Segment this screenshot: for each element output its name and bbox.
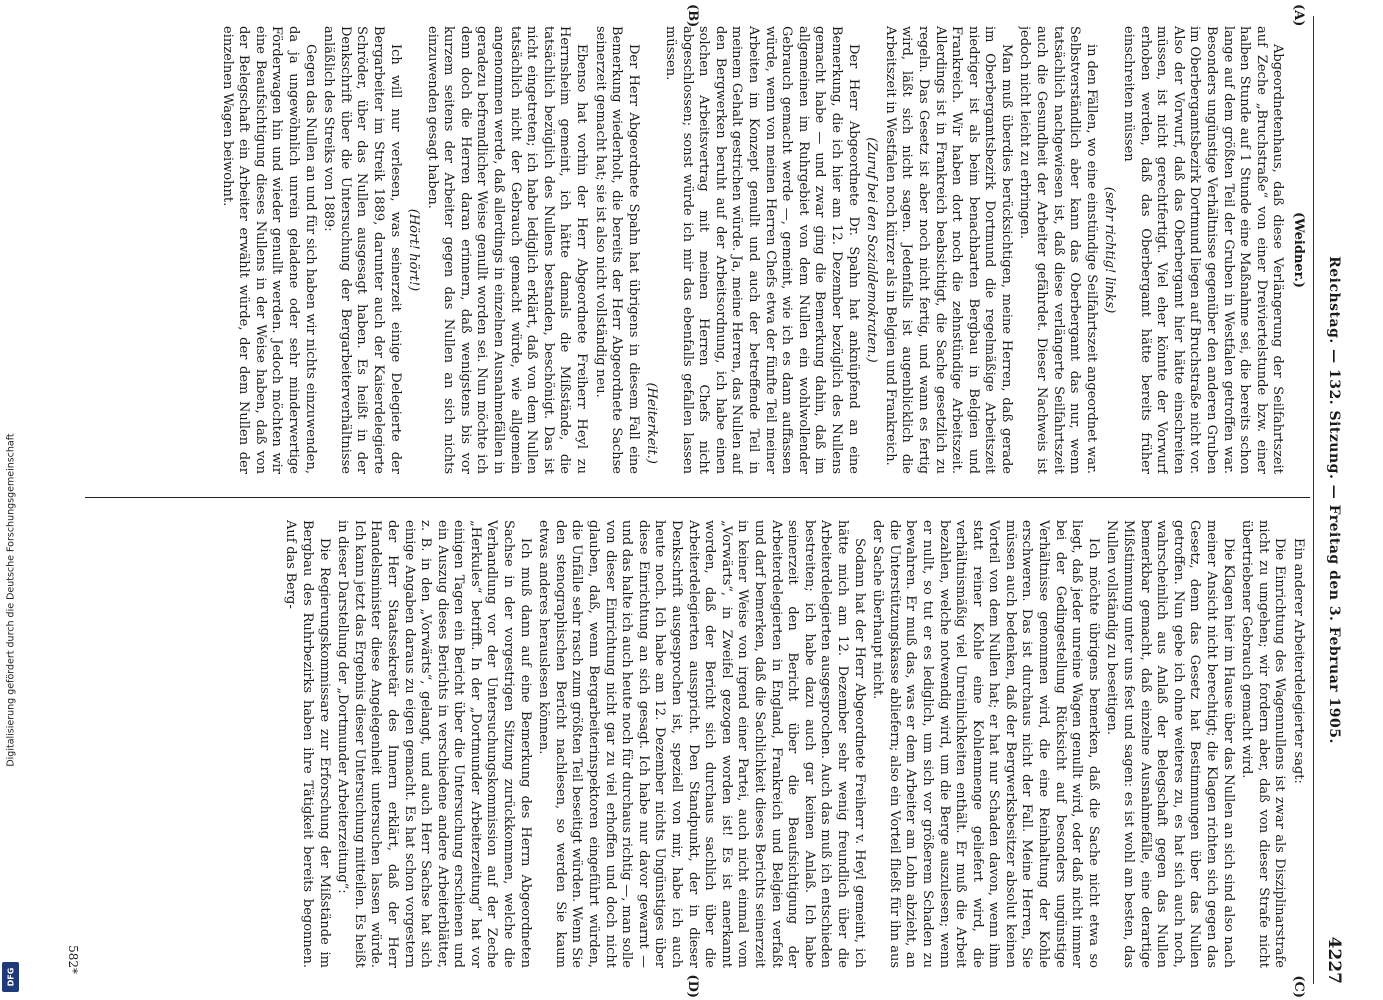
interjection: (Zuruf bei den Sozialdemokraten.) [864,137,880,363]
page-header [1316,16,1344,984]
paragraph: Die Klagen hier im Hause über das Nullen an sich sind also nach meiner Ansicht nicht berechtigt; die Klagen richten sich gegen das Gesetz, denn das Gesetz hat Bestimmungen über das Nullen getroffen. Nun gebe ich ohne weiteres zu, es hat sich auch noch, wahrscheinlich aus Anlaß der Belegschaft gegen das Nullen bemerkbar gemacht, daß einzelne Ausnahmefälle, eine derartige Mißstimmung unter uns fest und sagen: es ist wohl am besten, das Nullen vollständig zu beseitigen. [1104,520,1236,968]
paragraph: Der Herr Abgeordnete Dr. Spahn hat anknüpfend an eine Bemerkung, die ich hier am 12. Dezember bezüglich des Nullens gemacht habe — und zwar ging die Bemerkung dahin, daß im allgemeinen im Ruhrgebiet von dem Nullen ein wohlwollender Gebrauch gemacht werde —, gemeint, wie ich es dann auffassen würde, wenn von meinen Herren Chefs etwa der fünfte Teil meiner Arbeiten im Konzept genullt und auch der betreffende Teil in meinem Gehalt gestrichen würde. Ja, meine Herren, das Nullen auf den Bergwerken beruht auf der Arbeitsordnung, ich habe einen solchen Arbeitsvertrag mit meinen Herren Chefs nicht abgeschlossen; sonst würde ich mir das ebenfalls gefallen lassen müssen. [663,26,861,474]
page-number: 4227 [1324,936,1344,984]
paragraph: Man muß überdies berücksichtigen, meine Herren, daß gerade im Oberbergamtsbezirk Dortmund die regelmäßige Arbeitszeit niedriger ist als beim benachbarten Bergbau in Belgien und Frankreich. Wir haben dort noch die zehnstündige Arbeitszeit. Allerdings ist in Frankreich beabsichtigt, die Sache gesetzlich zu regeln. Das Gesetz ist aber noch nicht fertig, und wann es fertig wird, läßt sich nicht sagen. Jedenfalls ist augenblicklich die Arbeitszeit in Westfalen noch kürzer als in Belgien und Frankreich. [882,26,1014,474]
paragraph: Der Herr Abgeordnete Spahn hat übrigens in diesem Fall eine Bemerkung wiederholt, die bereits der Herr Abgeordnete Sachse seinerzeit gemacht hat; sie ist also nicht vollständig neu. [592,26,641,474]
right-column [96,520,1306,968]
running-head: Reichstag. — 132. Sitzung. — Freitag den 3. Februar 1905. [1326,256,1342,744]
paragraph: Abgeordnetenhaus, daß diese Verlängerung der Seilfahrtszeit auf Zeche „Bruchstraße“ von einer Dreiviertelstunde bzw. einer halben Stunde auf 1 Stunde eine Maßnahme sei, die bereits schon lange auf dem größten Teil der Gruben in Westfalen getroffen war. Besonders ungünstige Verhältnisse gegenüber den anderen Gruben im Oberbergamtsbezirk Dortmund liegen auf Bruchstraße nicht vor. Also der Vorwurf, daß das Oberbergamt hier hätte einschreiten müssen, ist nicht gerechtfertigt. Viel eher könnte der Vorwurf erhoben werden, daß das Oberbergamt hätte bereits früher einschreiten müssen [1121,26,1286,474]
paragraph: Sodann hat der Herr Abgeordnete Freiherr v. Heyl gemeint, ich hätte mich am 12. Dezember sehr wenig freundlich über die Arbeiterdelegierten ausgesprochen. Auch das muß ich entschieden bestreiten; ich habe dazu auch gar keinen Anlaß. Ich habe seinerzeit den Bericht über die Beaufsichtigung der Arbeiterdelegierten in England, Frankreich und Belgien verfaßt und darf bemerken, daß die Sachlichkeit dieses Berichts seinerzeit in keiner Weise von irgend einer Partei, auch nicht einmal vom „Vorwärts“, in Zweifel gezogen worden ist! Es ist anerkannt worden, daß der Bericht sich durchaus sachlich über die Arbeiterdelegierten ausspricht. Den Standpunkt, der in dieser Denkschrift ausgesprochen ist, speziell von mir, habe ich auch heute noch. Ich habe am 12. Dezember nichts Ungünstiges über diese Einrichtung an sich gesagt. Ich habe nur davor gewarnt — und das halte ich auch heute noch für durchaus richtig —, man solle von dieser Einrichtung nicht gar zu viel erhoffen und doch nicht glauben, daß, wenn Bergarbeiterinspektoren eingeführt würden, die Unfälle sehr rasch zum größten Teil beseitigt würden. Wenn Sie den stenographischen Bericht nachlesen, so werden Sie kaum etwas anderes herauslesen können. [536,520,867,968]
margin-letter-d: (D) [685,974,700,998]
quotation: Gegen das Nullen an und für sich haben wir nichts einzuwenden, da ja ungewöhnlich unrein geladene oder sehr minderwertige Förderwagen hin und wieder genullt werden. Jedoch möchten wir eine Beaufsichtigung dieses Nullens in der Weise haben, daß von der Belegschaft ein Arbeiter erwählt würde, der dem Nullen der einzelnen Wagen beiwohnt. [219,26,318,474]
paragraph: Ebenso hat vorhin der Herr Abgeordnete Freiherr Heyl zu Herrnsheim gemeint, ich hätte damals die Mißstände, die tatsächlich bezüglich des Nullens bestanden, beschönigt. Das ist nicht eingetreten; ich habe lediglich erklärt, daß von dem Nullen tatsächlich nicht der Gebrauch gemacht würde, wie allgemein angenommen werde, daß allerdings in einzelnen Ausnahmefällen in geradezu befremdlicher Weise genullt worden sei. Nun möchte ich denn doch die Herren daran erinnern, daß wenigstens bis vor kurzem seitens der Arbeiter gegen das Nullen an sich nichts einzuwenden gesagt haben. [424,26,590,474]
footer-strip [0,0,22,1000]
sheet-signature: 582* [66,945,80,974]
paragraph: Ich muß dann auf eine Bemerkung des Herrn Abgeordneten Sachse in der vorgestrigen Sitzung zurückkommen, welche die Verhandlung vor der Untersuchungskommission auf der Zeche „Herkules“ betrifft. In der „Dortmunder Arbeiterzeitung“ hat vor einigen Tagen ein Bericht über die Untersuchung erschienen und ein Auszug dieses Berichts in verschiedene andere Arbeiterblätter, z. B. in den „Vorwärts“, gelangt, und auch Herr Sachse hat sich einige Angaben daraus zu eigen gemacht. Es hat schon vorgestern der Herr Staatssekretär des Innern erklärt, daß der Herr Handelsminister diese Angelegenheit untersuchen lassen würde. Ich kann jetzt das Ergebnis dieser Untersuchung mitteilen. Es heißt in dieser Darstellung der „Dortmunder Arbeiterzeitung“: [335,520,533,968]
interjection: (Heiterkeit.) [644,382,660,464]
margin-letter-a: (A) [1291,4,1306,27]
document-page [60,0,1350,1000]
speaker-name: (Weidner.) [1291,211,1306,289]
paragraph: Ich will nur verlesen, was seinerzeit einige Delegierte der Bergarbeiter im Streik 1889, darunter auch der Kaiserdelegierte Schröder, über das Nullen ausgesagt haben. Es heißt in der Denkschrift über die Untersuchung der Bergarbeiterverhältnisse anläßlich des Streiks von 1889: [321,26,403,474]
margin-letter-c: (C) [1291,975,1306,998]
page-frame [60,0,1350,1000]
paragraph: Ein anderer Arbeiterdelegierter sagt: [1291,538,1306,784]
quotation: Die Regierungskommissare zur Erforschung der Mißstände im Bergbau des Ruhrbezirks haben ihre Tätigkeit bereits begonnen. Auf das Berg- [283,520,332,968]
interjection: (Hört! hört!) [406,208,422,292]
quotation: Die Einrichtung des Wagennullens ist zwar als Disziplinarstrafe nicht zu umgehen; wir fordern aber, daß von dieser Strafe nicht übertriebener Gebrauch gemacht wird. [1239,520,1288,968]
paragraph: Ich möchte übrigens bemerken, daß die Sache nicht etwa so liegt, daß jeder unreine Wagen genullt wird, oder daß nicht immer bei der Gedingestellung Rücksicht auf besonders ungünstige Verhältnisse genommen wird, die eine Reinhaltung der Kohle erschweren. Das ist durchaus nicht der Fall. Meine Herren, Sie müssen auch bedenken, daß der Bergwerksbesitzer absolut keinen Vorteil von dem Nullen hat; er hat nur Schaden davon, wenn ihm statt reiner Kohle eine Kohlenmenge geliefert wird, die verhältnismäßig viel Unreinlichkeiten enthält. Er muß die Arbeit bezahlen, welche notwendig wird, um die Berge auszulesen; wenn er nullt, so tut er es lediglich, um sich vor größerem Schaden zu bewahren. Er muß das, was er dem Arbeiter am Lohn abzieht, an die Unterstützungskasse abliefern; also ein Vorteil fließt für ihn aus der Sache überhaupt nicht. [870,520,1101,968]
digitization-credit: Digitalisierung gefördert durch die Deutsche Forschungsgemeinschaft [5,433,17,767]
left-column [96,26,1306,474]
header-rule [1313,16,1314,984]
interjection: (sehr richtig! links) [1102,186,1118,314]
paragraph: in den Fällen, wo eine einstündige Seilfahrtszeit angeordnet war. Selbstverständlich aber kann das Oberbergamt das nur, wenn tatsächlich nachgewiesen ist, daß diese verlängerte Seilfahrtszeit auch die Gesundheit der Arbeiter gefährdet. Dieser Nachweis ist jedoch nicht leicht zu erbringen. [1017,26,1099,474]
margin-letter-b: (B) [685,4,700,28]
column-divider [85,497,1310,498]
dfg-logo-icon: DFG [2,962,19,992]
